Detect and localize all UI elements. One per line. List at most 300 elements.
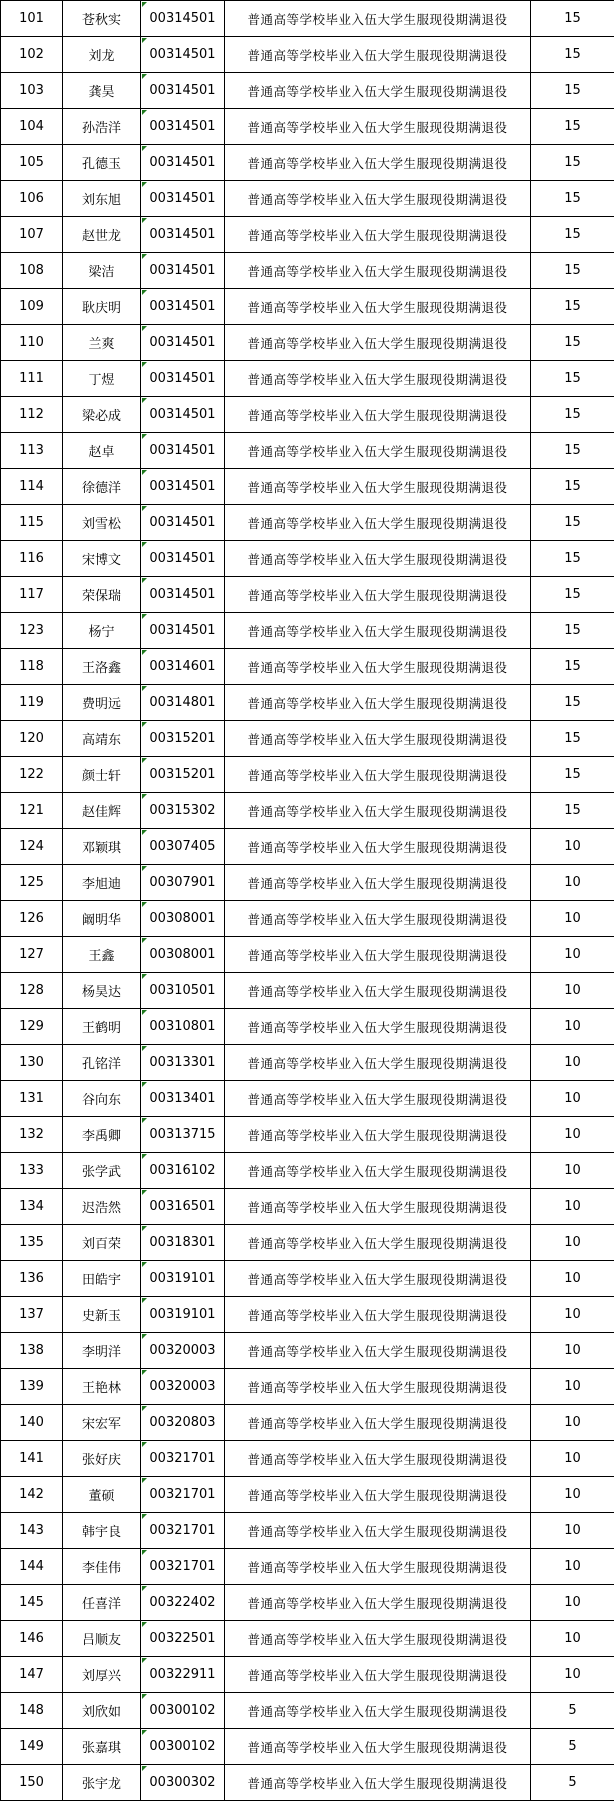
cell-name: 王洛鑫 [63, 649, 141, 685]
cell-row-number: 127 [1, 937, 63, 973]
cell-category: 普通高等学校毕业入伍大学生服现役期满退役 [225, 1009, 531, 1045]
cell-code: 00320003 [141, 1369, 225, 1405]
cell-row-number: 120 [1, 721, 63, 757]
cell-name: 梁必成 [63, 397, 141, 433]
table-row [1, 217, 614, 253]
cell-name: 张学武 [63, 1153, 141, 1189]
cell-category: 普通高等学校毕业入伍大学生服现役期满退役 [225, 73, 531, 109]
cell-score: 10 [531, 1297, 614, 1333]
cell-code: 00314501 [141, 613, 225, 649]
cell-category: 普通高等学校毕业入伍大学生服现役期满退役 [225, 865, 531, 901]
cell-name: 龚昊 [63, 73, 141, 109]
table-row [1, 1225, 614, 1261]
table-row [1, 757, 614, 793]
cell-score: 10 [531, 1045, 614, 1081]
cell-row-number: 112 [1, 397, 63, 433]
cell-code: 00314501 [141, 325, 225, 361]
cell-row-number: 133 [1, 1153, 63, 1189]
cell-code: 00300302 [141, 1765, 225, 1801]
cell-category: 普通高等学校毕业入伍大学生服现役期满退役 [225, 325, 531, 361]
cell-score: 10 [531, 1009, 614, 1045]
cell-category: 普通高等学校毕业入伍大学生服现役期满退役 [225, 1261, 531, 1297]
cell-code: 00314501 [141, 109, 225, 145]
cell-row-number: 139 [1, 1369, 63, 1405]
cell-category: 普通高等学校毕业入伍大学生服现役期满退役 [225, 685, 531, 721]
cell-code: 00316102 [141, 1153, 225, 1189]
cell-row-number: 138 [1, 1333, 63, 1369]
cell-score: 15 [531, 109, 614, 145]
cell-score: 15 [531, 613, 614, 649]
cell-name: 刘百荣 [63, 1225, 141, 1261]
cell-category: 普通高等学校毕业入伍大学生服现役期满退役 [225, 1441, 531, 1477]
cell-category: 普通高等学校毕业入伍大学生服现役期满退役 [225, 541, 531, 577]
table-row [1, 1621, 614, 1657]
cell-code: 00307901 [141, 865, 225, 901]
cell-category: 普通高等学校毕业入伍大学生服现役期满退役 [225, 181, 531, 217]
cell-code: 00322402 [141, 1585, 225, 1621]
cell-category: 普通高等学校毕业入伍大学生服现役期满退役 [225, 1585, 531, 1621]
cell-name: 刘雪松 [63, 505, 141, 541]
cell-row-number: 103 [1, 73, 63, 109]
cell-name: 吕顺友 [63, 1621, 141, 1657]
cell-row-number: 106 [1, 181, 63, 217]
cell-name: 李旭迪 [63, 865, 141, 901]
cell-code: 00310801 [141, 1009, 225, 1045]
cell-code: 00320803 [141, 1405, 225, 1441]
cell-score: 15 [531, 1, 614, 37]
cell-score: 10 [531, 1585, 614, 1621]
cell-name: 王艳林 [63, 1369, 141, 1405]
cell-row-number: 107 [1, 217, 63, 253]
table-row [1, 1549, 614, 1585]
cell-row-number: 145 [1, 1585, 63, 1621]
cell-category: 普通高等学校毕业入伍大学生服现役期满退役 [225, 1081, 531, 1117]
cell-name: 张嘉琪 [63, 1729, 141, 1765]
cell-name: 耿庆明 [63, 289, 141, 325]
cell-row-number: 115 [1, 505, 63, 541]
cell-score: 15 [531, 757, 614, 793]
cell-code: 00315302 [141, 793, 225, 829]
cell-code: 00315201 [141, 721, 225, 757]
cell-row-number: 117 [1, 577, 63, 613]
cell-code: 00313401 [141, 1081, 225, 1117]
cell-score: 10 [531, 1477, 614, 1513]
cell-code: 00318301 [141, 1225, 225, 1261]
cell-row-number: 114 [1, 469, 63, 505]
cell-category: 普通高等学校毕业入伍大学生服现役期满退役 [225, 793, 531, 829]
cell-category: 普通高等学校毕业入伍大学生服现役期满退役 [225, 1225, 531, 1261]
cell-score: 15 [531, 181, 614, 217]
table-row [1, 685, 614, 721]
cell-row-number: 109 [1, 289, 63, 325]
table-row [1, 721, 614, 757]
table-row [1, 1405, 614, 1441]
cell-name: 李佳伟 [63, 1549, 141, 1585]
cell-score: 15 [531, 325, 614, 361]
cell-category: 普通高等学校毕业入伍大学生服现役期满退役 [225, 289, 531, 325]
cell-score: 10 [531, 1117, 614, 1153]
cell-code: 00314501 [141, 73, 225, 109]
cell-row-number: 121 [1, 793, 63, 829]
cell-category: 普通高等学校毕业入伍大学生服现役期满退役 [225, 145, 531, 181]
cell-score: 15 [531, 541, 614, 577]
table-row [1, 1513, 614, 1549]
table-row [1, 1441, 614, 1477]
cell-score: 10 [531, 829, 614, 865]
cell-row-number: 118 [1, 649, 63, 685]
cell-code: 00321701 [141, 1513, 225, 1549]
cell-category: 普通高等学校毕业入伍大学生服现役期满退役 [225, 253, 531, 289]
table-row [1, 1765, 614, 1801]
cell-category: 普通高等学校毕业入伍大学生服现役期满退役 [225, 109, 531, 145]
cell-score: 5 [531, 1693, 614, 1729]
cell-row-number: 137 [1, 1297, 63, 1333]
cell-code: 00313301 [141, 1045, 225, 1081]
cell-category: 普通高等学校毕业入伍大学生服现役期满退役 [225, 973, 531, 1009]
cell-code: 00310501 [141, 973, 225, 1009]
cell-name: 荣保瑞 [63, 577, 141, 613]
cell-code: 00315201 [141, 757, 225, 793]
cell-code: 00320003 [141, 1333, 225, 1369]
cell-row-number: 141 [1, 1441, 63, 1477]
cell-code: 00314501 [141, 217, 225, 253]
cell-name: 杨宁 [63, 613, 141, 649]
table-row [1, 649, 614, 685]
cell-category: 普通高等学校毕业入伍大学生服现役期满退役 [225, 1477, 531, 1513]
cell-code: 00314501 [141, 505, 225, 541]
cell-name: 梁洁 [63, 253, 141, 289]
cell-name: 孔德玉 [63, 145, 141, 181]
cell-score: 10 [531, 1369, 614, 1405]
cell-category: 普通高等学校毕业入伍大学生服现役期满退役 [225, 649, 531, 685]
cell-category: 普通高等学校毕业入伍大学生服现役期满退役 [225, 397, 531, 433]
cell-row-number: 119 [1, 685, 63, 721]
cell-score: 10 [531, 1225, 614, 1261]
table-row [1, 1693, 614, 1729]
cell-row-number: 131 [1, 1081, 63, 1117]
cell-name: 任喜洋 [63, 1585, 141, 1621]
cell-score: 15 [531, 433, 614, 469]
cell-score: 10 [531, 1621, 614, 1657]
table-row [1, 541, 614, 577]
cell-score: 10 [531, 1333, 614, 1369]
cell-code: 00314501 [141, 433, 225, 469]
cell-category: 普通高等学校毕业入伍大学生服现役期满退役 [225, 829, 531, 865]
cell-category: 普通高等学校毕业入伍大学生服现役期满退役 [225, 1, 531, 37]
cell-score: 10 [531, 1261, 614, 1297]
cell-score: 10 [531, 1189, 614, 1225]
cell-code: 00321701 [141, 1549, 225, 1585]
cell-score: 15 [531, 397, 614, 433]
cell-score: 15 [531, 73, 614, 109]
cell-category: 普通高等学校毕业入伍大学生服现役期满退役 [225, 1153, 531, 1189]
cell-category: 普通高等学校毕业入伍大学生服现役期满退役 [225, 577, 531, 613]
table-row [1, 1477, 614, 1513]
cell-category: 普通高等学校毕业入伍大学生服现役期满退役 [225, 1729, 531, 1765]
cell-row-number: 126 [1, 901, 63, 937]
table-row [1, 145, 614, 181]
table-row [1, 577, 614, 613]
cell-code: 00300102 [141, 1693, 225, 1729]
cell-score: 15 [531, 685, 614, 721]
table-row [1, 253, 614, 289]
cell-score: 15 [531, 577, 614, 613]
cell-score: 5 [531, 1765, 614, 1801]
cell-score: 10 [531, 1441, 614, 1477]
cell-name: 孙浩洋 [63, 109, 141, 145]
cell-category: 普通高等学校毕业入伍大学生服现役期满退役 [225, 469, 531, 505]
cell-name: 王鑫 [63, 937, 141, 973]
table-row [1, 1729, 614, 1765]
cell-code: 00314501 [141, 577, 225, 613]
cell-name: 邓颖琪 [63, 829, 141, 865]
cell-category: 普通高等学校毕业入伍大学生服现役期满退役 [225, 1513, 531, 1549]
table-row [1, 1009, 614, 1045]
cell-name: 赵卓 [63, 433, 141, 469]
table-row [1, 37, 614, 73]
cell-score: 15 [531, 469, 614, 505]
cell-code: 00307405 [141, 829, 225, 865]
cell-score: 15 [531, 37, 614, 73]
table-row [1, 937, 614, 973]
cell-code: 00308001 [141, 901, 225, 937]
cell-score: 10 [531, 1081, 614, 1117]
cell-row-number: 134 [1, 1189, 63, 1225]
cell-row-number: 132 [1, 1117, 63, 1153]
cell-category: 普通高等学校毕业入伍大学生服现役期满退役 [225, 1369, 531, 1405]
cell-category: 普通高等学校毕业入伍大学生服现役期满退役 [225, 1333, 531, 1369]
cell-row-number: 104 [1, 109, 63, 145]
cell-name: 刘龙 [63, 37, 141, 73]
table-row [1, 325, 614, 361]
cell-category: 普通高等学校毕业入伍大学生服现役期满退役 [225, 1297, 531, 1333]
table-row [1, 973, 614, 1009]
cell-score: 10 [531, 1405, 614, 1441]
cell-row-number: 130 [1, 1045, 63, 1081]
cell-code: 00319101 [141, 1261, 225, 1297]
cell-category: 普通高等学校毕业入伍大学生服现役期满退役 [225, 1621, 531, 1657]
cell-code: 00314501 [141, 37, 225, 73]
table-row [1, 109, 614, 145]
cell-category: 普通高等学校毕业入伍大学生服现役期满退役 [225, 433, 531, 469]
cell-row-number: 136 [1, 1261, 63, 1297]
cell-row-number: 101 [1, 1, 63, 37]
cell-category: 普通高等学校毕业入伍大学生服现役期满退役 [225, 901, 531, 937]
table-row [1, 1, 614, 37]
cell-name: 杨昊达 [63, 973, 141, 1009]
cell-score: 15 [531, 145, 614, 181]
cell-name: 宋博文 [63, 541, 141, 577]
cell-row-number: 124 [1, 829, 63, 865]
cell-score: 15 [531, 253, 614, 289]
table-row [1, 1333, 614, 1369]
cell-score: 15 [531, 289, 614, 325]
cell-category: 普通高等学校毕业入伍大学生服现役期满退役 [225, 1693, 531, 1729]
cell-code: 00308001 [141, 937, 225, 973]
cell-row-number: 102 [1, 37, 63, 73]
cell-row-number: 150 [1, 1765, 63, 1801]
table-row [1, 1153, 614, 1189]
table-row [1, 1369, 614, 1405]
cell-score: 10 [531, 865, 614, 901]
cell-category: 普通高等学校毕业入伍大学生服现役期满退役 [225, 937, 531, 973]
cell-score: 15 [531, 649, 614, 685]
cell-score: 10 [531, 1153, 614, 1189]
cell-category: 普通高等学校毕业入伍大学生服现役期满退役 [225, 757, 531, 793]
table-row [1, 361, 614, 397]
cell-code: 00314501 [141, 397, 225, 433]
cell-row-number: 113 [1, 433, 63, 469]
cell-score: 10 [531, 1549, 614, 1585]
cell-name: 刘厚兴 [63, 1657, 141, 1693]
cell-category: 普通高等学校毕业入伍大学生服现役期满退役 [225, 613, 531, 649]
cell-row-number: 149 [1, 1729, 63, 1765]
cell-code: 00314501 [141, 145, 225, 181]
cell-code: 00313715 [141, 1117, 225, 1153]
table-row [1, 289, 614, 325]
cell-score: 10 [531, 937, 614, 973]
cell-code: 00314501 [141, 361, 225, 397]
cell-name: 丁煜 [63, 361, 141, 397]
cell-row-number: 146 [1, 1621, 63, 1657]
cell-name: 李明洋 [63, 1333, 141, 1369]
cell-score: 10 [531, 973, 614, 1009]
cell-category: 普通高等学校毕业入伍大学生服现役期满退役 [225, 1045, 531, 1081]
table-row [1, 1117, 614, 1153]
cell-row-number: 111 [1, 361, 63, 397]
cell-name: 谷向东 [63, 1081, 141, 1117]
cell-row-number: 142 [1, 1477, 63, 1513]
cell-code: 00300102 [141, 1729, 225, 1765]
cell-category: 普通高等学校毕业入伍大学生服现役期满退役 [225, 361, 531, 397]
cell-code: 00314501 [141, 469, 225, 505]
cell-score: 15 [531, 361, 614, 397]
cell-code: 00316501 [141, 1189, 225, 1225]
cell-name: 费明远 [63, 685, 141, 721]
cell-code: 00319101 [141, 1297, 225, 1333]
cell-score: 10 [531, 1657, 614, 1693]
table-row [1, 181, 614, 217]
table-row [1, 1261, 614, 1297]
cell-row-number: 143 [1, 1513, 63, 1549]
cell-name: 赵佳辉 [63, 793, 141, 829]
cell-category: 普通高等学校毕业入伍大学生服现役期满退役 [225, 1765, 531, 1801]
cell-name: 董硕 [63, 1477, 141, 1513]
cell-code: 00321701 [141, 1441, 225, 1477]
cell-name: 韩宇良 [63, 1513, 141, 1549]
cell-score: 15 [531, 217, 614, 253]
table-row [1, 829, 614, 865]
table-row [1, 469, 614, 505]
cell-category: 普通高等学校毕业入伍大学生服现役期满退役 [225, 1117, 531, 1153]
cell-name: 颜士轩 [63, 757, 141, 793]
cell-name: 迟浩然 [63, 1189, 141, 1225]
cell-score: 15 [531, 505, 614, 541]
cell-category: 普通高等学校毕业入伍大学生服现役期满退役 [225, 37, 531, 73]
table-row [1, 901, 614, 937]
cell-row-number: 144 [1, 1549, 63, 1585]
cell-name: 刘欣如 [63, 1693, 141, 1729]
cell-row-number: 129 [1, 1009, 63, 1045]
cell-category: 普通高等学校毕业入伍大学生服现役期满退役 [225, 1405, 531, 1441]
table-row [1, 73, 614, 109]
cell-category: 普通高等学校毕业入伍大学生服现役期满退役 [225, 505, 531, 541]
cell-row-number: 128 [1, 973, 63, 1009]
cell-row-number: 147 [1, 1657, 63, 1693]
cell-name: 赵世龙 [63, 217, 141, 253]
table-row [1, 397, 614, 433]
cell-code: 00314501 [141, 253, 225, 289]
cell-code: 00314501 [141, 541, 225, 577]
cell-category: 普通高等学校毕业入伍大学生服现役期满退役 [225, 1549, 531, 1585]
table-row [1, 1045, 614, 1081]
table-row [1, 1081, 614, 1117]
table-row [1, 865, 614, 901]
cell-code: 00321701 [141, 1477, 225, 1513]
cell-row-number: 135 [1, 1225, 63, 1261]
cell-name: 高靖东 [63, 721, 141, 757]
cell-score: 5 [531, 1729, 614, 1765]
cell-row-number: 123 [1, 613, 63, 649]
cell-score: 10 [531, 1513, 614, 1549]
cell-name: 李禹卿 [63, 1117, 141, 1153]
cell-category: 普通高等学校毕业入伍大学生服现役期满退役 [225, 1189, 531, 1225]
table-row [1, 1585, 614, 1621]
cell-name: 徐德洋 [63, 469, 141, 505]
table-row [1, 433, 614, 469]
cell-name: 刘东旭 [63, 181, 141, 217]
cell-name: 田皓宇 [63, 1261, 141, 1297]
table-row [1, 1189, 614, 1225]
cell-row-number: 125 [1, 865, 63, 901]
table-row [1, 1297, 614, 1333]
cell-category: 普通高等学校毕业入伍大学生服现役期满退役 [225, 1657, 531, 1693]
cell-name: 史新玉 [63, 1297, 141, 1333]
cell-row-number: 108 [1, 253, 63, 289]
cell-category: 普通高等学校毕业入伍大学生服现役期满退役 [225, 721, 531, 757]
cell-code: 00322501 [141, 1621, 225, 1657]
cell-name: 张宇龙 [63, 1765, 141, 1801]
cell-row-number: 110 [1, 325, 63, 361]
cell-score: 10 [531, 901, 614, 937]
table-row [1, 1657, 614, 1693]
table-row [1, 793, 614, 829]
table-body [1, 1, 614, 1801]
cell-row-number: 105 [1, 145, 63, 181]
cell-code: 00322911 [141, 1657, 225, 1693]
cell-code: 00314501 [141, 289, 225, 325]
cell-code: 00314501 [141, 181, 225, 217]
cell-category: 普通高等学校毕业入伍大学生服现役期满退役 [225, 217, 531, 253]
cell-code: 00314801 [141, 685, 225, 721]
cell-name: 阚明华 [63, 901, 141, 937]
cell-name: 张好庆 [63, 1441, 141, 1477]
cell-name: 宋宏军 [63, 1405, 141, 1441]
cell-name: 兰爽 [63, 325, 141, 361]
cell-code: 00314601 [141, 649, 225, 685]
cell-name: 苍秋实 [63, 1, 141, 37]
cell-row-number: 116 [1, 541, 63, 577]
cell-row-number: 122 [1, 757, 63, 793]
cell-name: 孔铭洋 [63, 1045, 141, 1081]
table-row [1, 505, 614, 541]
cell-row-number: 148 [1, 1693, 63, 1729]
cell-score: 15 [531, 721, 614, 757]
cell-row-number: 140 [1, 1405, 63, 1441]
cell-score: 15 [531, 793, 614, 829]
table-row [1, 613, 614, 649]
cell-code: 00314501 [141, 1, 225, 37]
